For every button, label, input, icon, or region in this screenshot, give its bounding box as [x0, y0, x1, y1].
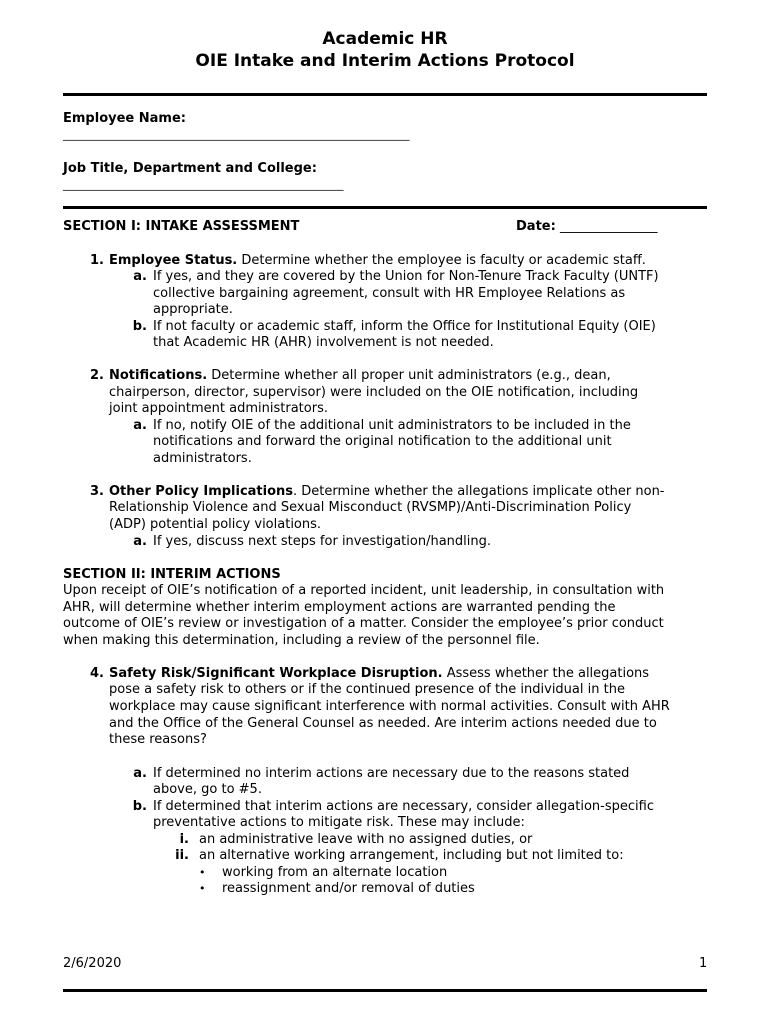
item4b-ii-mark: ii.	[175, 848, 189, 863]
item4a-line2: above, go to #5.	[153, 782, 262, 797]
item1a-mark: a.	[133, 269, 147, 284]
date-blank: _______________	[559, 219, 658, 234]
item4-number: 4.	[90, 666, 104, 681]
item1a-line1: If yes, and they are covered by the Union for Non-Tenure Track Faculty (UNTF)	[153, 269, 659, 284]
item4b-ii-text: an alternative working arrangement, including but not limited to:	[199, 848, 624, 863]
bullet-2-marker: •	[199, 882, 206, 895]
item3-line2: Relationship Violence and Sexual Misconduct (RVSMP)/Anti-Discrimination Policy	[109, 500, 632, 515]
date-label: Date:	[516, 219, 556, 234]
date-field	[516, 219, 657, 234]
item4-heading: Safety Risk/Significant Workplace Disruption.	[109, 666, 443, 681]
item2-heading: Notifications.	[109, 368, 208, 383]
item3a-mark: a.	[133, 534, 147, 549]
item2-number: 2.	[90, 368, 104, 383]
item2-text: Determine whether all proper unit administrators (e.g., dean,	[207, 368, 611, 383]
item4a-line1: If determined no interim actions are necessary due to the reasons stated	[153, 766, 630, 781]
item3-line1	[109, 484, 665, 501]
item4b-line2: preventative actions to mitigate risk. These may include:	[153, 815, 525, 830]
item2a-mark: a.	[133, 418, 147, 433]
item4-text: Assess whether the allegations	[442, 666, 650, 681]
section2-para-line2: AHR, will determine whether interim employment actions are warranted pending the	[63, 600, 616, 615]
job-title-label: Job Title, Department and College:	[63, 161, 317, 176]
item2-line1	[109, 368, 611, 385]
bullet-1-marker: •	[199, 866, 206, 879]
item4b-mark: b.	[132, 799, 147, 814]
section2-para-line4: when making this determination, including a review of the personnel file.	[63, 633, 540, 648]
item2-line3: joint appointment administrators.	[109, 401, 328, 416]
item2a-line1: If no, notify OIE of the additional unit administrators to be included in the	[153, 418, 631, 433]
item3a-line1: If yes, discuss next steps for investigation/handling.	[153, 534, 492, 549]
item2a-line3: administrators.	[153, 451, 252, 466]
item1a-line3: appropriate.	[153, 302, 233, 317]
item4-line2: pose a safety risk to others or if the continued presence of the individual in the	[109, 682, 625, 697]
item4-line3: workplace may cause significant interference with normal activities. Consult with AHR	[109, 699, 670, 714]
item3-heading: Other Policy Implications	[109, 484, 294, 499]
employee-name-label: Employee Name:	[63, 111, 186, 126]
bullet-1-text: working from an alternate location	[222, 865, 448, 880]
footer-date: 2/6/2020	[63, 956, 122, 971]
footer-rule	[63, 989, 707, 992]
section1-heading: SECTION I: INTAKE ASSESSMENT	[63, 219, 300, 234]
header-rule	[63, 93, 707, 96]
section-rule	[63, 206, 707, 209]
item1a-line2: collective bargaining agreement, consult with HR Employee Relations as	[153, 286, 626, 301]
item4-line5: these reasons?	[109, 732, 207, 747]
item2a-line2: notifications and forward the original notification to the additional unit	[153, 434, 612, 449]
section2-heading: SECTION II: INTERIM ACTIONS	[63, 567, 281, 582]
item4b-line1: If determined that interim actions are necessary, consider allegation-specific	[153, 799, 654, 814]
item3-text: . Determine whether the allegations implicate other non-	[293, 484, 665, 499]
item1-line1	[109, 253, 646, 270]
footer-page-number: 1	[699, 956, 708, 971]
item1b-mark: b.	[132, 319, 147, 334]
item1-heading: Employee Status.	[109, 253, 238, 268]
item4a-mark: a.	[133, 766, 147, 781]
item4-line4: and the Office of the General Counsel as needed. Are interim actions needed due to	[109, 716, 657, 731]
doc-title-line2: OIE Intake and Interim Actions Protocol	[195, 51, 575, 71]
item4-line1	[109, 666, 649, 683]
section2-para-line1: Upon receipt of OIE’s notification of a reported incident, unit leadership, in consultation with	[63, 583, 665, 598]
item1b-line2: that Academic HR (AHR) involvement is not needed.	[153, 335, 494, 350]
job-title-blank: ___________________________________________________	[63, 178, 344, 191]
doc-title-line1: Academic HR	[322, 29, 448, 49]
item1-text: Determine whether the employee is faculty or academic staff.	[237, 253, 646, 268]
item1-number: 1.	[90, 253, 104, 268]
item1b-line1: If not faculty or academic staff, inform the Office for Institutional Equity (OIE)	[153, 319, 656, 334]
item2-line2: chairperson, director, supervisor) were included on the OIE notification, including	[109, 385, 639, 400]
item3-line3: (ADP) potential policy violations.	[109, 517, 322, 532]
item3-number: 3.	[90, 484, 104, 499]
employee-name-blank: _______________________________________________________________	[63, 128, 410, 141]
item4b-i-text: an administrative leave with no assigned duties, or	[199, 832, 533, 847]
bullet-2-text: reassignment and/or removal of duties	[222, 881, 475, 896]
section2-para-line3: outcome of OIE’s review or investigation of a matter. Consider the employee’s prior conduct	[63, 616, 664, 631]
item4b-i-mark: i.	[179, 832, 189, 847]
